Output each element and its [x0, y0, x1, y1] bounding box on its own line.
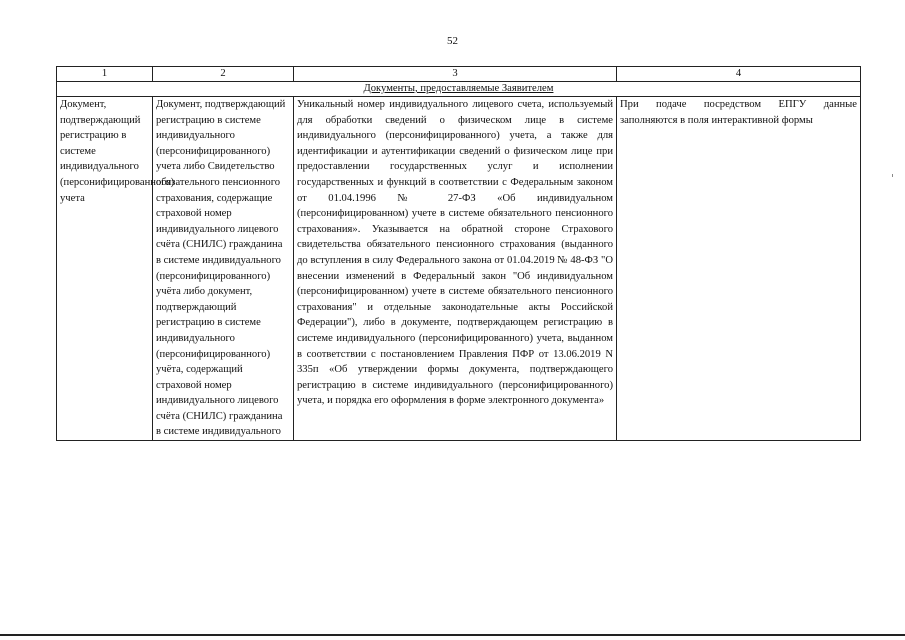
section-title: Документы, предоставляемые Заявителем — [57, 82, 861, 97]
cell-document-details: Уникальный номер индивидуального лицевого счета, используемый для обработки сведений о физическом лице в системе индивидуального (персонифицированного) учета, а также для идентификации и аутентификации сведений о физическом лице при предоставлении государственных услуг и исполнении государственных и функций в соответствии с Федеральным законом от 01.04.1996 № 27-ФЗ «Об индивидуальном (персонифицированном) учете в системе обязательного пенсионного страхования». Указывается на обратной стороне Страхового свидетельства обязательного пенсионного страхования (выданного до вступления в силу Федерального закона от 01.04.2019 № 48-ФЗ "О внесении изменений в Федеральный закон "Об индивидуальном (персонифицированном) учете в системе обязательного пенсионного страхования" и отдельные законодательные акты Российской Федерации"), либо в документе, подтверждающем регистрацию в системе индивидуального (персонифицированного) учета, выданном в соответствии с постановлением Правления ПФР от 13.06.2019 N 335п «Об утверждении формы документа, подтверждающего регистрацию в системе индивидуального (персонифицированного) учета, и порядка его оформления в форме электронного документа» — [294, 97, 617, 441]
documents-table — [56, 66, 861, 441]
cell-document-name: Документ, подтверждающий регистрацию в системе индивидуального (персонифицированного) учета — [57, 97, 153, 441]
table-row — [57, 97, 861, 441]
column-number-3: 3 — [294, 67, 617, 82]
column-number-2: 2 — [153, 67, 294, 82]
scan-mark — [892, 174, 893, 177]
page-bottom-edge — [0, 634, 905, 636]
cell-submission-note: При подаче посредством ЕПГУ данные заполняются в поля интерактивной формы — [617, 97, 861, 441]
column-number-row — [57, 67, 861, 82]
column-number-4: 4 — [617, 67, 861, 82]
section-header-row — [57, 82, 861, 97]
page-number: 52 — [447, 35, 458, 47]
column-number-1: 1 — [57, 67, 153, 82]
cell-document-description: Документ, подтверждающий регистрацию в системе индивидуального (персонифицированного) учета либо Свидетельство обязательного пенсионного страхования, содержащие страховой номер индивидуального лицевого счёта (СНИЛС) гражданина в системе индивидуального (персонифицированного) учёта либо документ, подтверждающий регистрацию в системе индивидуального (персонифицированного) учёта, содержащий страховой номер индивидуального лицевого счёта (СНИЛС) гражданина в системе индивидуального — [153, 97, 294, 441]
